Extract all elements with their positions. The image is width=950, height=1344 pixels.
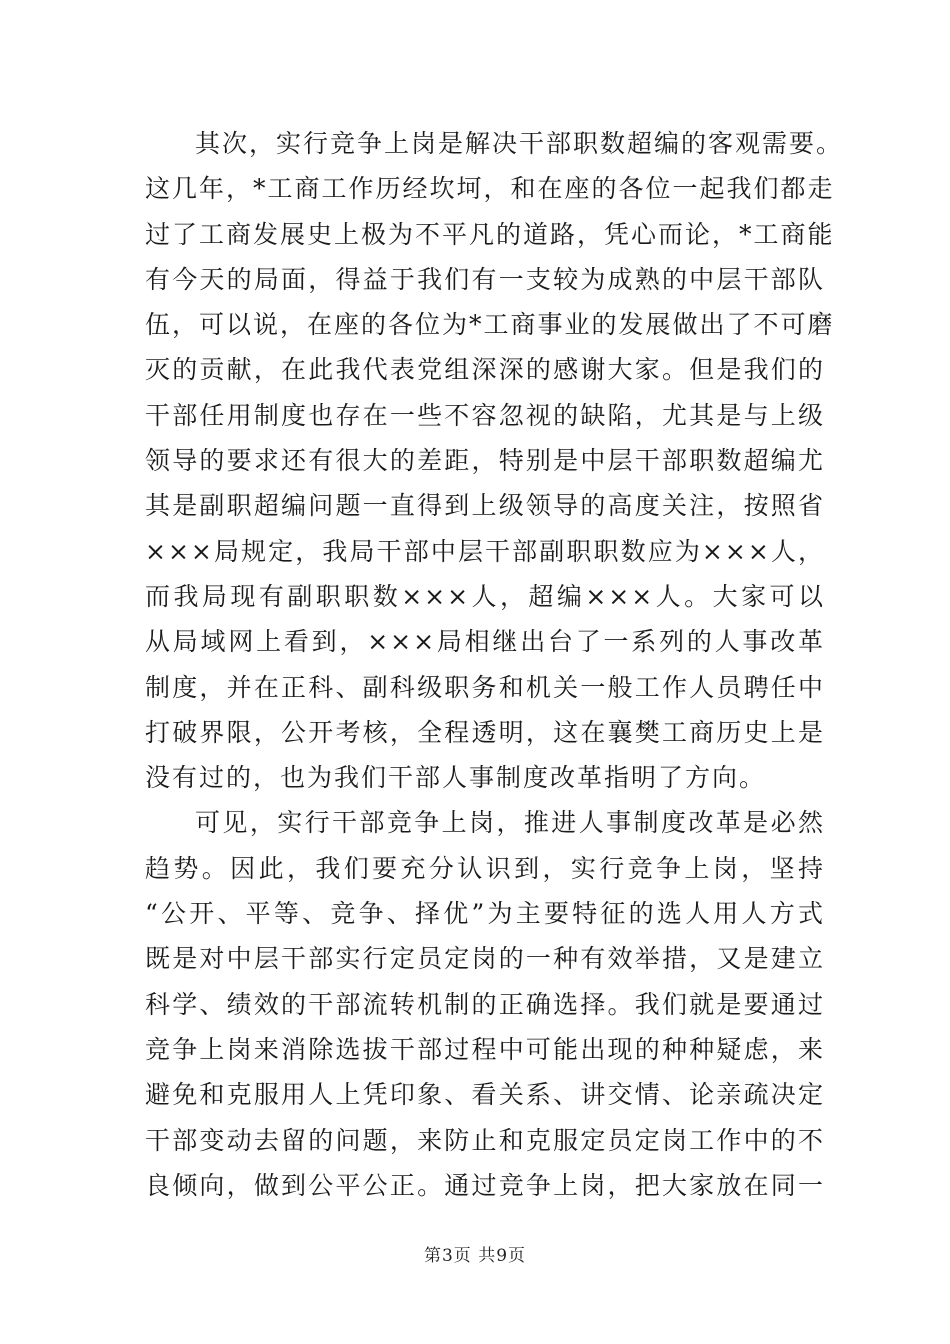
paragraph-line: 科学、绩效的干部流转机制的正确选择。我们就是要通过 xyxy=(145,989,825,1019)
paragraph-line: 打破界限，公开考核，全程透明，这在襄樊工商历史上是 xyxy=(145,717,825,747)
paragraph-line: 这几年，*工商工作历经坎坷，和在座的各位一起我们都走 xyxy=(145,174,835,204)
paragraph-line: 伍，可以说，在座的各位为*工商事业的发展做出了不可磨 xyxy=(145,310,835,340)
paragraph-line: 可见，实行干部竞争上岗，推进人事制度改革是必然 xyxy=(195,808,825,838)
paragraph-line: “公开、平等、竞争、择优”为主要特征的选人用人方式 xyxy=(145,899,825,929)
paragraph-line: 竞争上岗来消除选拔干部过程中可能出现的种种疑虑，来 xyxy=(145,1034,825,1064)
paragraph-line: 既是对中层干部实行定员定岗的一种有效举措，又是建立 xyxy=(145,944,825,974)
paragraph-line: 没有过的，也为我们干部人事制度改革指明了方向。 xyxy=(145,763,767,793)
paragraph-line: 灭的贡献，在此我代表党组深深的感谢大家。但是我们的 xyxy=(145,355,825,385)
paragraph-line: 干部任用制度也存在一些不容忽视的缺陷，尤其是与上级 xyxy=(145,400,825,430)
paragraph-line: 过了工商发展史上极为不平凡的道路，凭心而论，*工商能 xyxy=(145,219,835,249)
paragraph-line: 避免和克服用人上凭印象、看关系、讲交情、论亲疏决定 xyxy=(145,1080,825,1110)
paragraph-line: ×××局规定，我局干部中层干部副职职数应为×××人， xyxy=(145,536,825,566)
paragraph-line: 制度，并在正科、副科级职务和机关一般工作人员聘任中 xyxy=(145,672,825,702)
paragraph-line: 良倾向，做到公平公正。通过竞争上岗，把大家放在同一 xyxy=(145,1170,825,1200)
paragraph-line: 其是副职超编问题一直得到上级领导的高度关注，按照省 xyxy=(145,491,825,521)
document-body xyxy=(145,121,844,1208)
paragraph-line: 趋势。因此，我们要充分认识到，实行竞争上岗，坚持 xyxy=(145,853,825,883)
paragraph-line: 从局域网上看到，×××局相继出台了一系列的人事改革 xyxy=(145,627,825,657)
page-number-footer: 第3页 共9页 xyxy=(423,1246,527,1266)
paragraph-line: 有今天的局面，得益于我们有一支较为成熟的中层干部队 xyxy=(145,264,825,294)
paragraph-line: 干部变动去留的问题，来防止和克服定员定岗工作中的不 xyxy=(145,1125,825,1155)
paragraph-line: 其次，实行竞争上岗是解决干部职数超编的客观需要。 xyxy=(195,129,844,158)
paragraph-line: 领导的要求还有很大的差距，特别是中层干部职数超编尤 xyxy=(145,446,825,476)
paragraph-line: 而我局现有副职职数×××人，超编×××人。大家可以 xyxy=(145,581,825,611)
